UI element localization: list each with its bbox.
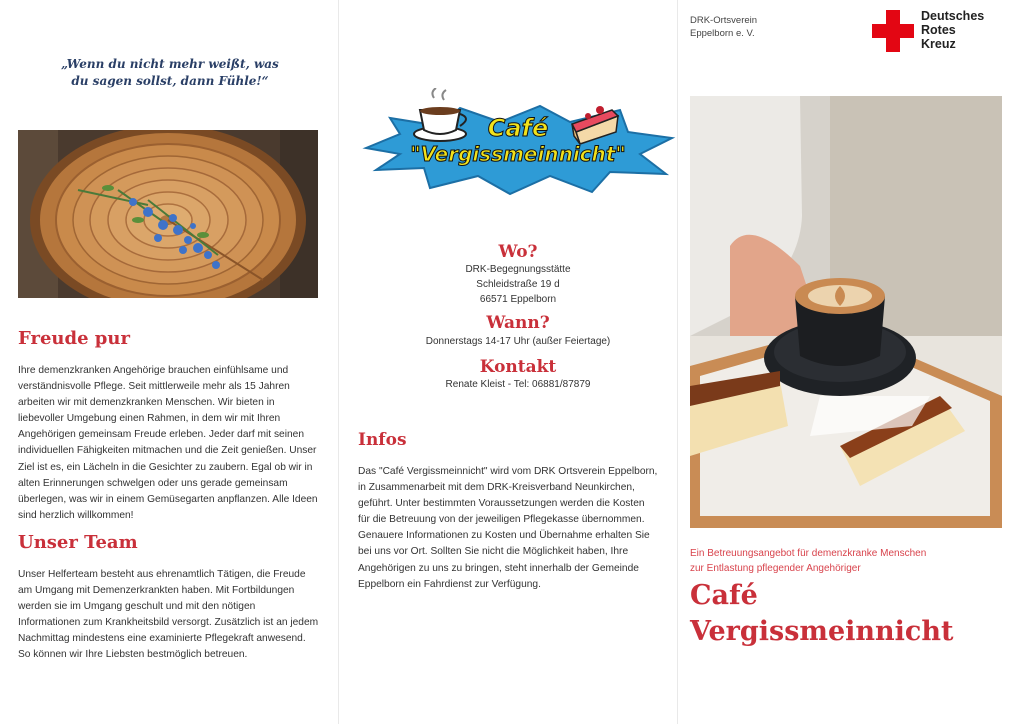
cover-title-line1: Café <box>690 580 758 611</box>
cover-title <box>690 578 953 650</box>
infos-text: Das "Café Vergissmeinnicht" wird vom DRK Ortsverein Eppelborn, in Zusammenarbeit mit dem DRK-Kreisverband Neunkirchen, geführt. Unter bestimmten Voraussetzungen werden die Kosten für die Betreuung von der jeweiligen Pflegekasse übernommen. Genauere Informationen zu Kosten und Übernahme erhalten Sie bei uns vor Ort. Sollten Sie nicht die Möglichkeit haben, Ihre Angehörigen zu uns zu bringen, steht innerhalb der Gemeinde Eppelborn ein Fahrdienst zur Verfügung. <box>358 466 658 590</box>
cover-title-line2: Vergissmeinnicht <box>690 616 954 647</box>
wann-line1: Donnerstags 14-17 Uhr (außer Feiertage) <box>425 336 611 347</box>
coffee-cake-photo <box>690 96 1002 528</box>
team-heading: Unser Team <box>18 532 138 553</box>
wo-line1: DRK-Begegnungsstätte <box>465 264 571 275</box>
infos-heading: Infos <box>358 430 407 450</box>
org-line1: DRK-Ortsverein <box>690 15 758 26</box>
quote: „Wenn du nicht mehr weißt, was du sagen sollst, dann Fühle!“ <box>61 57 279 88</box>
drk-line1: Deutsches <box>921 9 985 23</box>
logo-line2: "Vergissmeinnicht" <box>410 142 626 166</box>
wood-flowers-photo <box>18 130 318 298</box>
tagline-line2: zur Entlastung pflegender Angehöriger <box>690 563 861 574</box>
wo-line2: Schleidstraße 19 d <box>476 279 560 290</box>
wo-heading: Wo? <box>498 242 538 262</box>
logo-line1: Café <box>487 114 549 142</box>
wo-line3: 66571 Eppelborn <box>479 294 557 305</box>
tagline <box>690 546 926 576</box>
drk-line3: Kreuz <box>921 37 956 51</box>
org-name <box>690 14 757 40</box>
red-cross-icon <box>872 10 914 52</box>
wann-heading: Wann? <box>486 313 550 333</box>
kontakt-heading: Kontakt <box>479 357 557 377</box>
freude-heading: Freude pur <box>18 328 130 349</box>
cafe-logo <box>360 88 676 200</box>
team-text: Unser Helferteam besteht aus ehrenamtlich Tätigen, die Freude am Umgang mit Demenzerkrankten haben. Mit Fortbildungen werden sie im Umgang geschult und mit den nötigen Informationen zum Krankheitsbild versorgt. Zusätzlich ist an jedem Nachmittag mindestens eine examinierte Pflegekraft anwesend. So können wir Ihre Liebsten bestmöglich betreuen. <box>18 569 319 661</box>
tagline-line1: Ein Betreuungsangebot für demenzkranke Menschen <box>690 548 927 559</box>
drk-wordmark <box>921 9 984 51</box>
org-line2: Eppelborn e. V. <box>690 28 755 39</box>
freude-text: Ihre demenzkranken Angehörige brauchen einfühlsame und verständnisvolle Pflege. Seit mittlerweile mehr als 15 Jahren arbeiten wir mit demenzkranken Menschen. Wir bieten in liebevoller Umgebung einen Rahmen, in dem wir mit Ihren Angehörigen gemeinsam Freude erleben. Jeder darf mit seinen individuellen Fähigkeiten mitmachen und die Zeit genießen. Unser Ziel ist es, ein Lächeln in die Gesichter zu zaubern. Egal ob wir in alten Erinnerungen schwelgen oder uns gerade gemeinsam überlegen, was wir in einem Gemüsegarten anpflanzen. Alle Ideen sind herzlich willkommen! <box>18 365 318 521</box>
drk-line2: Rotes <box>921 23 956 37</box>
fold-line-left <box>338 0 339 724</box>
kontakt-line1: Renate Kleist - Tel: 06881/87879 <box>445 379 591 390</box>
